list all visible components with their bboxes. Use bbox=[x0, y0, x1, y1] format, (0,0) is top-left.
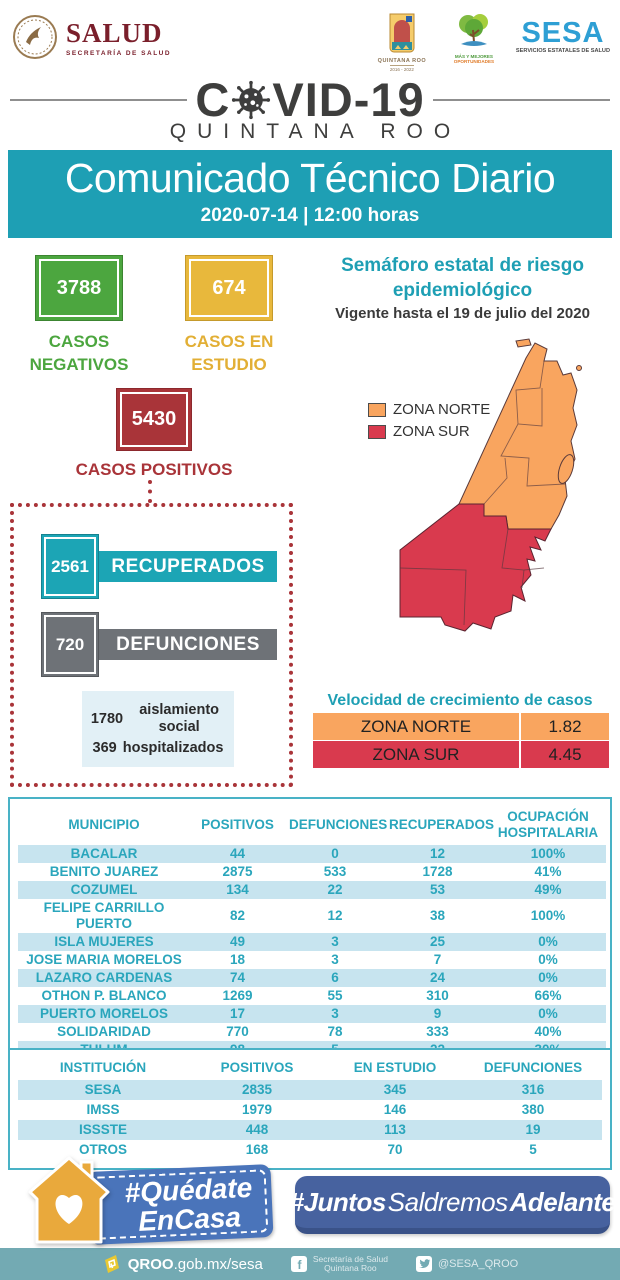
table-cell: 41% bbox=[534, 864, 562, 879]
website-group bbox=[102, 1254, 263, 1274]
oportunidades-caption-2: OPORTUNIDADES bbox=[453, 59, 495, 64]
juntos-part2: Saldremos bbox=[387, 1186, 508, 1217]
table-cell: 70 bbox=[387, 1142, 403, 1157]
table-cell: 40% bbox=[534, 1024, 562, 1039]
table-row bbox=[18, 1080, 602, 1100]
table-row bbox=[18, 1005, 606, 1023]
aislamiento-value: 1780 bbox=[90, 711, 124, 727]
legend-item-zona-norte bbox=[368, 401, 490, 418]
facebook-icon bbox=[291, 1256, 307, 1272]
quedate-line1: #Quédate bbox=[123, 1171, 253, 1208]
semaforo-vigencia: Vigente hasta el 19 de julio del 2020 bbox=[335, 305, 590, 322]
instituciones-table bbox=[18, 1056, 602, 1160]
zona-norte-label: ZONA NORTE bbox=[393, 401, 491, 418]
table-cell: 49% bbox=[534, 882, 562, 897]
table-cell: 380 bbox=[521, 1102, 545, 1117]
table-cell: 25 bbox=[429, 934, 446, 949]
table-cell: 1269 bbox=[222, 988, 253, 1003]
column-header: POSITIVOS bbox=[201, 817, 274, 832]
salud-title: SALUD bbox=[66, 17, 163, 48]
facebook-line2: Quintana Roo bbox=[324, 1263, 377, 1273]
table-cell: 533 bbox=[323, 864, 347, 879]
table-cell: ISSSTE bbox=[78, 1122, 127, 1137]
table-row bbox=[18, 951, 606, 969]
table-cell: 3 bbox=[331, 934, 339, 949]
table-cell: 53 bbox=[429, 882, 446, 897]
aislamiento-label: aislamiento social bbox=[139, 702, 220, 735]
table-cell: 448 bbox=[245, 1122, 269, 1137]
table-cell: 0 bbox=[331, 846, 339, 861]
zona-sur-swatch bbox=[368, 425, 386, 439]
table-cell: 134 bbox=[226, 882, 249, 897]
table-cell: 9 bbox=[433, 1006, 442, 1021]
right-rule bbox=[433, 99, 610, 101]
sesa-title: SESA bbox=[521, 17, 605, 49]
table-cell: SOLIDARIDAD bbox=[57, 1024, 151, 1039]
salud-eagle-seal-icon bbox=[12, 14, 58, 60]
table-cell: 1979 bbox=[241, 1102, 273, 1117]
table-row bbox=[18, 845, 606, 863]
table-row bbox=[18, 987, 606, 1005]
map-legend bbox=[368, 401, 490, 440]
sesa-subtitle: SERVICIOS ESTATALES DE SALUD bbox=[515, 48, 610, 54]
table-row bbox=[18, 881, 606, 899]
facebook-group bbox=[291, 1255, 388, 1274]
table-cell: 7 bbox=[433, 952, 442, 967]
social-footer-bar bbox=[0, 1248, 620, 1280]
table-cell: 100% bbox=[530, 908, 566, 923]
table-cell: 333 bbox=[426, 1024, 449, 1039]
coronavirus-icon bbox=[231, 80, 271, 120]
table-cell: 6 bbox=[331, 970, 339, 985]
svg-text:f: f bbox=[297, 1258, 302, 1272]
covid-title-prefix: C bbox=[195, 73, 231, 126]
casos-negativos-box bbox=[35, 255, 123, 321]
table-cell: 55 bbox=[327, 988, 343, 1003]
legend-item-zona-sur bbox=[368, 423, 490, 440]
velocidad-zona: ZONA NORTE bbox=[313, 713, 521, 740]
table-cell: 0% bbox=[538, 934, 558, 949]
table-cell: 3 bbox=[331, 952, 339, 967]
table-cell: FELIPE CARRILLO PUERTO bbox=[43, 900, 165, 931]
table-cell: ISLA MUJERES bbox=[54, 934, 154, 949]
column-header: DEFUNCIONES bbox=[483, 1060, 583, 1075]
quintana-roo-shield-icon bbox=[386, 12, 418, 56]
table-cell: 24 bbox=[429, 970, 446, 985]
recuperados-value: 2561 bbox=[51, 556, 89, 576]
covid-title-suffix: VID-19 bbox=[272, 73, 425, 126]
table-row bbox=[18, 1120, 602, 1140]
table-row bbox=[18, 969, 606, 987]
column-header: OCUPACIÓN HOSPITALARIA bbox=[497, 809, 599, 840]
table-row bbox=[18, 1100, 602, 1120]
site-bold: QROO bbox=[127, 1255, 174, 1273]
aislamiento-info-box bbox=[82, 691, 234, 767]
table-cell: 0% bbox=[538, 970, 558, 985]
table-cell: PUERTO MORELOS bbox=[39, 1006, 168, 1021]
table-cell: COZUMEL bbox=[70, 882, 138, 897]
table-cell: LAZARO CARDENAS bbox=[35, 970, 173, 985]
banner bbox=[8, 150, 612, 238]
juntos-part1: #Juntos bbox=[289, 1186, 386, 1217]
recuperados-box bbox=[41, 534, 99, 599]
salud-logo bbox=[12, 14, 171, 60]
positivos-breakdown-box bbox=[10, 503, 293, 787]
semaforo-title: Semáforo estatal de riesgo epidemiológico bbox=[341, 255, 584, 301]
quedate-en-casa-badge bbox=[86, 1164, 273, 1245]
municipios-table-container bbox=[8, 797, 612, 1069]
sesa-logo bbox=[515, 17, 610, 54]
table-cell: BENITO JUAREZ bbox=[49, 864, 159, 879]
table-cell: OTHON P. BLANCO bbox=[41, 988, 167, 1003]
oportunidades-caption-1: MÁS Y MEJORES bbox=[454, 54, 493, 59]
table-cell: 82 bbox=[229, 908, 246, 923]
quedate-line2: EnCasa bbox=[137, 1200, 242, 1237]
municipios-table bbox=[18, 805, 606, 1059]
table-cell: 74 bbox=[229, 970, 246, 985]
table-cell: 2835 bbox=[241, 1082, 273, 1097]
hospitalizados-value: 369 bbox=[92, 740, 117, 756]
holbox-island bbox=[516, 339, 531, 347]
covid-wordmark-row bbox=[0, 72, 620, 127]
velocidad-valor: 1.82 bbox=[548, 716, 582, 736]
covid-title bbox=[187, 72, 432, 127]
table-cell: 78 bbox=[327, 1024, 343, 1039]
dotted-connector bbox=[148, 480, 152, 503]
table-cell: 3 bbox=[331, 1006, 339, 1021]
table-cell: 0% bbox=[538, 952, 558, 967]
table-cell: 12 bbox=[429, 846, 446, 861]
recuperados-bar: RECUPERADOS bbox=[99, 551, 277, 582]
twitter-handle: @SESA_QROO bbox=[437, 1258, 519, 1270]
table-cell: BACALAR bbox=[70, 846, 138, 861]
velocidad-table bbox=[313, 713, 609, 768]
column-header: INSTITUCIÓN bbox=[59, 1060, 147, 1075]
column-header: DEFUNCIONES bbox=[289, 817, 388, 832]
twitter-group bbox=[416, 1256, 518, 1272]
defunciones-box bbox=[41, 612, 99, 677]
table-cell: 316 bbox=[521, 1082, 545, 1097]
quintana-roo-caption: QUINTANA ROO bbox=[377, 58, 427, 64]
casos-en-estudio-label: CASOS EN ESTUDIO bbox=[184, 332, 274, 374]
table-row bbox=[18, 933, 606, 951]
table-cell: 113 bbox=[384, 1122, 406, 1137]
table-cell: OTROS bbox=[78, 1142, 127, 1157]
defunciones-bar: DEFUNCIONES bbox=[99, 629, 277, 660]
casos-negativos-value: 3788 bbox=[56, 276, 102, 299]
column-header: POSITIVOS bbox=[220, 1060, 294, 1075]
instituciones-table-container bbox=[8, 1048, 612, 1170]
table-cell: 0% bbox=[538, 1006, 558, 1021]
table-cell: 168 bbox=[245, 1142, 269, 1157]
table-row bbox=[18, 1023, 606, 1041]
velocidad-title: Velocidad de crecimiento de casos bbox=[327, 692, 593, 709]
table-cell: 44 bbox=[229, 846, 246, 861]
table-cell: 100% bbox=[530, 846, 566, 861]
twitter-icon bbox=[416, 1256, 432, 1272]
government-logos bbox=[372, 12, 610, 72]
table-cell: 22 bbox=[327, 882, 343, 897]
table-cell: 345 bbox=[383, 1082, 407, 1097]
table-cell: 18 bbox=[229, 952, 246, 967]
velocidad-zona: ZONA SUR bbox=[313, 741, 521, 768]
velocidad-row-sur bbox=[313, 741, 609, 768]
casos-negativos-label: CASOS NEGATIVOS bbox=[29, 332, 129, 374]
isla-mujeres-island bbox=[577, 366, 582, 371]
covid-region-subtitle: QUINTANA ROO bbox=[169, 120, 462, 143]
table-row bbox=[18, 863, 606, 881]
quintana-roo-map bbox=[388, 328, 618, 663]
tree-icon bbox=[453, 12, 495, 52]
quedate-en-casa-text bbox=[92, 1169, 269, 1240]
table-cell: 38 bbox=[429, 908, 446, 923]
left-rule bbox=[10, 99, 187, 101]
quintana-roo-years: 2016 - 2022 bbox=[389, 67, 414, 72]
casos-positivos-label: CASOS POSITIVOS bbox=[75, 460, 233, 479]
site-rest: .gob.mx/sesa bbox=[173, 1255, 263, 1273]
casos-positivos-box bbox=[116, 388, 192, 451]
table-cell: 146 bbox=[383, 1102, 407, 1117]
table-cell: 2875 bbox=[222, 864, 253, 879]
facebook-line1: Secretaría de Salud bbox=[312, 1253, 388, 1264]
quintana-roo-logo bbox=[372, 12, 432, 72]
juntos-saldremos-adelante-badge bbox=[289, 1176, 616, 1234]
banner-title: Comunicado Técnico Diario bbox=[64, 155, 556, 201]
table-cell: JOSE MARIA MORELOS bbox=[26, 952, 182, 967]
header-row bbox=[18, 805, 606, 845]
velocidad-valor: 4.45 bbox=[548, 744, 582, 764]
banner-datetime: 2020-07-14 | 12:00 horas bbox=[200, 205, 420, 226]
casos-en-estudio-value: 674 bbox=[212, 276, 246, 299]
hospitalizados-label: hospitalizados bbox=[122, 740, 224, 756]
oportunidades-logo bbox=[444, 12, 504, 64]
column-header: EN ESTUDIO bbox=[353, 1060, 437, 1075]
header-row bbox=[18, 1056, 602, 1080]
table-cell: 1728 bbox=[422, 864, 453, 879]
table-cell: 5 bbox=[529, 1142, 537, 1157]
zona-sur-label: ZONA SUR bbox=[393, 423, 470, 440]
defunciones-value: 720 bbox=[55, 634, 85, 654]
casos-positivos-value: 5430 bbox=[131, 408, 177, 430]
table-cell: 770 bbox=[226, 1024, 249, 1039]
casos-en-estudio-box bbox=[185, 255, 273, 321]
table-row bbox=[18, 899, 606, 933]
table-cell: 49 bbox=[229, 934, 246, 949]
velocidad-row-norte bbox=[313, 713, 609, 740]
salud-subtitle: SECRETARÍA DE SALUD bbox=[66, 49, 172, 57]
column-header: MUNICIPIO bbox=[68, 817, 140, 832]
table-cell: SESA bbox=[84, 1082, 122, 1097]
zona-norte-swatch bbox=[368, 403, 386, 417]
table-cell: 66% bbox=[534, 988, 562, 1003]
house-heart-icon bbox=[26, 1156, 112, 1244]
column-header: RECUPERADOS bbox=[389, 817, 495, 832]
table-cell: 12 bbox=[327, 908, 343, 923]
table-cell: IMSS bbox=[86, 1102, 120, 1117]
juntos-part3: Adelante bbox=[509, 1186, 616, 1217]
qroo-logo-icon bbox=[102, 1254, 122, 1274]
table-cell: 19 bbox=[525, 1122, 541, 1137]
table-cell: 310 bbox=[426, 988, 449, 1003]
table-cell: 17 bbox=[229, 1006, 246, 1021]
